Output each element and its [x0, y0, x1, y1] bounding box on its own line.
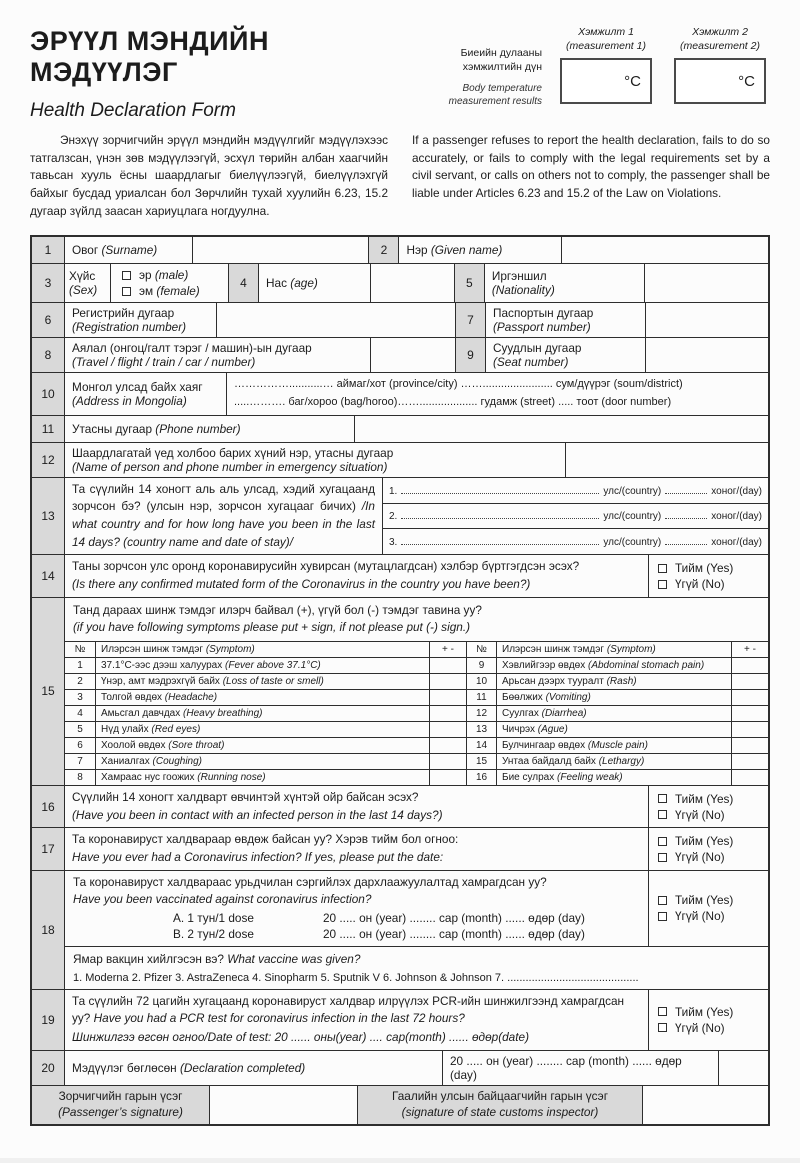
- row-vaccination: [32, 870, 768, 989]
- vaccination-yesno: [648, 871, 768, 946]
- symptom-row: [65, 737, 768, 753]
- vaccination-question-mn: Та коронавируст халдвараас урьдчилан сэргийлэх дархлаажуулалтад хамрагдсан уу?: [73, 874, 547, 889]
- nationality-label-mn: Иргэншил: [491, 269, 547, 284]
- pcr-test-no-option[interactable]: [649, 1020, 768, 1036]
- row-8-number: 8: [32, 338, 64, 372]
- vaccine-type-question-mn: Ямар вакцин хийлгэсэн вэ?: [73, 952, 224, 967]
- declaration-completed-label-mn: Мэдүүлэг бөглөсөн: [72, 1060, 177, 1075]
- symptom-2-num: 2: [77, 675, 83, 687]
- age-label-en: (age): [290, 276, 318, 291]
- symptom-10-sign-input[interactable]: [731, 674, 768, 689]
- surname-label-mn: Овог: [72, 243, 99, 258]
- vaccine-type-question: [73, 951, 760, 969]
- emergency-contact-label-en: (Name of person and phone number in emergency situation): [72, 459, 388, 474]
- surname-label: [64, 237, 192, 263]
- no-label: Үгүй (No): [675, 909, 725, 924]
- nationality-label-en: (Nationality): [491, 283, 555, 298]
- no-checkbox[interactable]: [658, 810, 667, 819]
- row-sex-age-nationality: [32, 263, 768, 302]
- row-countries-visited: [32, 477, 768, 555]
- row-3-number: 3: [32, 264, 64, 302]
- measurement-2-caption-en: (measurement 2): [680, 39, 760, 52]
- given-name-label-en: (Given name): [430, 243, 503, 258]
- symptom-5-num: 5: [77, 723, 83, 735]
- symptom-14-num: 14: [466, 738, 496, 753]
- given-name-input[interactable]: [561, 237, 768, 263]
- yes-checkbox[interactable]: [658, 794, 667, 803]
- symptom-15-num: 15: [466, 754, 496, 769]
- symptom-5-label: Нүд улайх (Red eyes): [95, 722, 429, 737]
- symptoms-section: [64, 598, 768, 785]
- previous-infection-no-option[interactable]: [649, 849, 768, 865]
- vaccination-question: [65, 871, 648, 946]
- measurement-2: [670, 26, 770, 104]
- row-declaration-date: [32, 1050, 768, 1085]
- contact-infected-yes-option[interactable]: [649, 791, 768, 807]
- symptom-13-label: Чичрэх (Ague): [496, 722, 731, 737]
- mutated-form-question-mn: Таны зорчсон улс оронд коронавирусийн хувирсан (мутацлагдсан) хэлбэр бүртгэгдсэн эсэх?: [72, 559, 580, 574]
- temperature-section: [424, 26, 770, 108]
- country-entry-1-country-label: улс/(country): [603, 485, 662, 497]
- vaccination-question-block: [65, 871, 768, 946]
- address-line-1[interactable]: ……………...........… аймаг/хот (province/city) ……....................... сум/дүүрэг (soum/district): [234, 378, 683, 391]
- country-entry-1-num: 1.: [389, 485, 398, 497]
- temperature-labels: [424, 46, 542, 108]
- symptom-3-label: Толгой өвдөх (Headache): [95, 690, 429, 705]
- intro-paragraph-en: If a passenger refuses to report the health declaration, fails to do so accurately, or fails to comply with the legal requirements set by a civil servant, or calls on others not to comply, the passenger shall be liable under Articles 6.23 and 15.2 of the Law on Violations.: [412, 133, 770, 201]
- age-label-mn: Нас: [266, 276, 287, 291]
- symptom-col-num-right: №: [466, 642, 496, 657]
- contact-infected-question-en: (Have you been in contact with an infected person in the last 14 days?): [72, 807, 443, 822]
- symptom-7-sign-input[interactable]: [429, 754, 466, 769]
- pcr-test-question-text: [72, 993, 641, 1028]
- mutated-form-yesno: [648, 555, 768, 596]
- celsius-unit-2: °C: [738, 72, 755, 90]
- dose-1-line[interactable]: [73, 911, 640, 925]
- symptom-10-label: Арьсан дээрх тууралт (Rash): [496, 674, 731, 689]
- symptom-12-num: 12: [466, 706, 496, 721]
- symptom-col-num-left: №: [74, 643, 86, 655]
- symptom-row: [65, 705, 768, 721]
- no-label: Үгүй (No): [675, 1020, 725, 1035]
- registration-number-label-en: (Registration number): [72, 320, 187, 335]
- intro-section: [30, 132, 770, 220]
- symptom-1-sign-input[interactable]: [429, 658, 466, 673]
- temperature-label-en: Body temperature measurement results: [448, 83, 542, 108]
- symptom-3-sign-input[interactable]: [429, 690, 466, 705]
- address-label-en: (Address in Mongolia): [72, 394, 187, 409]
- travel-number-label-en: (Travel / flight / train / car / number): [72, 355, 256, 370]
- symptom-11-label: Бөөлжих (Vomiting): [496, 690, 731, 705]
- contact-infected-question-mn: Сүүлийн 14 хоногт халдварт өвчинтэй хүнтэй ойр байсан эсэх?: [72, 789, 419, 804]
- passenger-signature-label-en: (Passenger’s signature): [58, 1104, 183, 1119]
- sex-label: [64, 264, 110, 302]
- emergency-contact-label: [64, 443, 565, 477]
- no-label: Үгүй (No): [675, 850, 725, 864]
- symptom-15-label: Унтаа байдалд байх (Lethargy): [496, 754, 731, 769]
- measurement-1-caption-en: (measurement 1): [566, 39, 646, 52]
- symptom-6-sign-input[interactable]: [429, 738, 466, 753]
- phone-number-label: [64, 416, 354, 442]
- symptom-7-label: Ханиалгах (Coughing): [95, 754, 429, 769]
- row-2-number: 2: [368, 237, 398, 263]
- measurement-2-caption-mn: Хэмжилт 2: [692, 26, 748, 38]
- pcr-test-yes-option[interactable]: [649, 1004, 768, 1020]
- yes-checkbox[interactable]: [658, 1007, 667, 1016]
- seat-number-input[interactable]: [645, 338, 768, 372]
- row-14-number: 14: [32, 555, 64, 596]
- celsius-unit-1: °C: [624, 72, 641, 90]
- symptom-col-label-right: Илэрсэн шинж тэмдэг (Symptom): [496, 642, 731, 657]
- symptom-15-sign-input[interactable]: [731, 754, 768, 769]
- vaccine-options-list[interactable]: 1. Moderna 2. Pfizer 3. AstraZeneca 4. Sinopharm 5. Sputnik V 6. Johnson & Johnson 7. ...........................................: [73, 971, 639, 984]
- inspector-signature-input[interactable]: [642, 1086, 768, 1124]
- symptom-9-label: Хэвлийгээр өвдөх (Abdominal stomach pain): [496, 658, 731, 673]
- row-registration-passport: [32, 302, 768, 337]
- dose-1-label: A. 1 тун/1 dose: [173, 911, 254, 926]
- symptom-col-label-left: Илэрсэн шинж тэмдэг (Symptom): [95, 642, 429, 657]
- symptom-8-num: 8: [77, 771, 83, 783]
- row-13-number: 13: [32, 478, 64, 555]
- nationality-label: [484, 264, 644, 302]
- yes-checkbox[interactable]: [658, 564, 667, 573]
- age-input[interactable]: [370, 264, 454, 302]
- emergency-contact-input[interactable]: [565, 443, 768, 477]
- symptom-16-num: 16: [466, 770, 496, 785]
- countries-visited-label: [64, 478, 382, 555]
- country-entry-3-day-label: хоног/(day): [711, 537, 762, 549]
- vaccine-type-block: [65, 946, 768, 989]
- symptom-14-label: Булчингаар өвдөх (Muscle pain): [496, 738, 731, 753]
- sex-label-en: (Sex): [69, 283, 98, 298]
- symptoms-preamble: [65, 598, 768, 641]
- no-checkbox[interactable]: [658, 912, 667, 921]
- yes-label: Тийм (Yes): [675, 1004, 734, 1019]
- row-11-number: 11: [32, 416, 64, 442]
- symptom-9-num: 9: [466, 658, 496, 673]
- previous-infection-yesno: [648, 828, 768, 869]
- row-12-number: 12: [32, 443, 64, 477]
- symptom-14-sign-input[interactable]: [731, 738, 768, 753]
- contact-infected-no-option[interactable]: [649, 807, 768, 823]
- pcr-test-yesno: [648, 990, 768, 1050]
- row-pcr-test: [32, 989, 768, 1050]
- symptom-2-label: Үнэр, амт мэдрэхгүй байх (Loss of taste or smell): [95, 674, 429, 689]
- symptom-11-sign-input[interactable]: [731, 690, 768, 705]
- previous-infection-question: [64, 828, 648, 869]
- symptom-row: [65, 753, 768, 769]
- symptom-3-num: 3: [77, 691, 83, 703]
- passenger-signature-input[interactable]: [209, 1086, 357, 1124]
- symptom-6-num: 6: [77, 739, 83, 751]
- symptom-row: [65, 721, 768, 737]
- row-17-number: 17: [32, 828, 64, 869]
- row-18-number: 18: [32, 871, 64, 989]
- symptom-10-num: 10: [466, 674, 496, 689]
- declaration-date-spare-cell[interactable]: [718, 1051, 768, 1085]
- sex-option-male[interactable]: [113, 267, 226, 283]
- row-6-number: 6: [32, 303, 64, 337]
- measurement-1: [556, 26, 656, 104]
- phone-number-label-en: (Phone number): [155, 421, 241, 436]
- contact-infected-yesno: [648, 786, 768, 827]
- form-title-mn: ЭРҮҮЛ МЭНДИЙН МЭДҮҮЛЭГ: [30, 26, 269, 87]
- row-signatures: [32, 1085, 768, 1124]
- yes-label: Тийм (Yes): [675, 834, 734, 848]
- pcr-test-question-mn: Та сүүлийн 72 цагийн хугацаанд коронавируст халдвар илрүүлэх PCR-ийн шинжилгээнд хамрагдсан уу?: [72, 993, 625, 1026]
- phone-number-input[interactable]: [354, 416, 768, 442]
- symptom-5-sign-input[interactable]: [429, 722, 466, 737]
- declaration-completed-label: [64, 1051, 442, 1085]
- vaccination-no-option[interactable]: [649, 908, 768, 924]
- passenger-signature-label-mn: Зорчигчийн гарын үсэг: [58, 1088, 183, 1103]
- country-entry-1-day-dots[interactable]: [665, 493, 707, 494]
- inspector-signature-label-en: (signature of state customs inspector): [401, 1104, 599, 1119]
- yes-label: Тийм (Yes): [675, 561, 734, 576]
- row-contact-infected: [32, 785, 768, 827]
- travel-number-label: [64, 338, 370, 372]
- passenger-signature-label: [32, 1086, 209, 1124]
- country-entry-3-num: 3.: [389, 537, 398, 549]
- registration-number-label: [64, 303, 216, 337]
- travel-number-label-mn: Аялал (онгоц/галт тэрэг / машин)-ын дугаар: [72, 341, 312, 356]
- countries-visited-entries: [382, 478, 768, 555]
- seat-number-label-en: (Seat number): [493, 355, 569, 370]
- given-name-label-mn: Нэр: [406, 243, 428, 258]
- no-checkbox[interactable]: [658, 580, 667, 589]
- travel-number-input[interactable]: [370, 338, 455, 372]
- no-checkbox[interactable]: [658, 1023, 667, 1032]
- yes-checkbox[interactable]: [658, 896, 667, 905]
- country-entry-2-num: 2.: [389, 511, 398, 523]
- registration-number-input[interactable]: [216, 303, 455, 337]
- passport-number-label-mn: Паспортын дугаар: [493, 306, 594, 321]
- row-7-number: 7: [455, 303, 485, 337]
- no-label: Үгүй (No): [675, 807, 725, 822]
- symptom-1-label: 37.1°C-ээс дээш халуурах (Fever above 37.1°C): [95, 658, 429, 673]
- symptom-16-label: Бие сулрах (Feeling weak): [496, 770, 731, 785]
- row-phone: [32, 415, 768, 442]
- countries-visited-label-mn: Та сүүлийн 14 хоногт аль аль улсад, хэдий хугацаанд зорчсон бэ? (улсын нэр, зорчсон хугацааг бичих): [72, 481, 375, 514]
- country-entry-3-dots[interactable]: [401, 544, 599, 545]
- vaccination-question-en: Have you been vaccinated against coronavirus infection?: [73, 892, 372, 907]
- page-bottom-edge: [0, 1158, 800, 1163]
- dose-2-line[interactable]: [73, 927, 640, 941]
- inspector-signature-label-mn: Гаалийн улсын байцаагчийн гарын үсэг: [391, 1088, 609, 1103]
- title-block: [30, 26, 424, 122]
- temperature-label-mn: Биеийн дулааны хэмжилтийн дүн: [460, 47, 542, 74]
- mutated-form-no-option[interactable]: [649, 576, 768, 592]
- form-header: [30, 26, 770, 122]
- dose-1-date-input[interactable]: 20 ..... он (year) ........ сар (month) ...... өдөр (day): [323, 911, 585, 926]
- sex-options: [110, 264, 228, 302]
- nationality-input[interactable]: [644, 264, 768, 302]
- row-surname-givenname: [32, 237, 768, 263]
- symptom-7-num: 7: [77, 755, 83, 767]
- symptom-11-num: 11: [466, 690, 496, 705]
- symptom-12-sign-input[interactable]: [731, 706, 768, 721]
- country-entry-3[interactable]: [383, 528, 768, 554]
- vaccination-yes-option[interactable]: [649, 892, 768, 908]
- sex-label-mn: Хүйс: [69, 269, 96, 284]
- row-symptoms: [32, 597, 768, 785]
- symptom-row: [65, 673, 768, 689]
- country-entry-2-day-label: хоног/(day): [711, 511, 762, 523]
- previous-infection-question-mn: Та коронавируст халдвараар өвдөж байсан уу? Хэрэв тийм бол огноо:: [72, 832, 459, 847]
- symptom-row: [65, 769, 768, 785]
- symptom-13-num: 13: [466, 722, 496, 737]
- registration-number-label-mn: Регистрийн дугаар: [72, 306, 175, 321]
- country-entry-2-dots[interactable]: [401, 518, 599, 519]
- sex-option-female[interactable]: [113, 283, 226, 299]
- symptom-6-label: Хоолой өвдөх (Sore throat): [95, 738, 429, 753]
- form-title-en: Health Declaration Form: [30, 100, 236, 121]
- row-4-number: 4: [228, 264, 258, 302]
- mutated-form-question: [64, 555, 648, 596]
- symptom-8-label: Хамраас нус гоожих (Running nose): [95, 770, 429, 785]
- measurement-1-caption-mn: Хэмжилт 1: [578, 26, 634, 38]
- country-entry-2-day-dots[interactable]: [665, 518, 707, 519]
- seat-number-label-mn: Суудлын дугаар: [493, 341, 582, 356]
- dose-2-label: B. 2 тун/2 dose: [173, 927, 254, 942]
- surname-label-en: (Surname): [101, 243, 158, 258]
- address-line-2[interactable]: .....………. баг/хороо (bag/horoo)……................... гудамж (street) ..... тоот (door number): [234, 396, 672, 409]
- mutated-form-question-en: (Is there any confirmed mutated form of the Coronavirus in the country you have been?): [72, 577, 531, 592]
- mutated-form-yes-option[interactable]: [649, 560, 768, 576]
- symptoms-header-row: [65, 642, 768, 657]
- symptom-col-sign-right: + -: [731, 642, 768, 657]
- passport-number-label: [485, 303, 645, 337]
- vaccination-section: [64, 871, 768, 989]
- symptom-9-sign-input[interactable]: [731, 658, 768, 673]
- pcr-test-question-en: Have you had a PCR test for coronavirus infection in the last 72 hours?: [93, 1011, 465, 1026]
- row-20-number: 20: [32, 1051, 64, 1085]
- address-input-area[interactable]: [226, 373, 768, 414]
- row-previous-infection: [32, 827, 768, 869]
- row-9-number: 9: [455, 338, 485, 372]
- row-address: [32, 372, 768, 414]
- country-entry-1[interactable]: [383, 478, 768, 503]
- country-entry-2-country-label: улс/(country): [603, 511, 662, 523]
- intro-paragraph-mn: Энэхүү зорчигчийн эрүүл мэндийн мэдүүлгийг мэдүүлэхээс татгалзсан, үнэн зөв мэдүүлээгүй, эсхүл төрийн албан хаагчийн тавьсан хууль ёсны шаардлагыг биелүүлээгүй, биелүүлэхгүй байхыг бусдад уриалсан бол Зөрчлийн тухай хуулийн 6.23, 15.2 дугаар зүйлд заасан хариуцлага ногдуулна.: [30, 133, 388, 218]
- symptom-row: [65, 657, 768, 673]
- passport-number-input[interactable]: [645, 303, 768, 337]
- symptoms-preamble-mn: Танд дараах шинж тэмдэг илэрч байвал (+), үгүй бол (-) тэмдэг тавина уу?: [73, 602, 482, 617]
- row-16-number: 16: [32, 786, 64, 827]
- symptom-4-sign-input[interactable]: [429, 706, 466, 721]
- no-checkbox[interactable]: [658, 853, 667, 862]
- temperature-input-1[interactable]: [560, 58, 652, 104]
- symptom-1-num: 1: [77, 659, 83, 671]
- symptom-4-num: 4: [77, 707, 83, 719]
- country-entry-1-dots[interactable]: [401, 493, 599, 494]
- country-entry-3-country-label: улс/(country): [603, 537, 662, 549]
- row-10-number: 10: [32, 373, 64, 414]
- male-label: эр (male): [139, 268, 189, 283]
- symptom-2-sign-input[interactable]: [429, 674, 466, 689]
- age-label: [258, 264, 370, 302]
- symptom-col-sign-left: + -: [429, 642, 466, 657]
- symptom-4-label: Амьсгал давчдах (Heavy breathing): [95, 706, 429, 721]
- symptoms-table: [65, 641, 768, 785]
- declaration-completed-label-en: (Declaration completed): [179, 1060, 306, 1075]
- row-emergency-contact: [32, 442, 768, 477]
- dose-2-date-input[interactable]: 20 ..... он (year) ........ сар (month) ...... өдөр (day): [323, 927, 585, 942]
- temperature-input-2[interactable]: [674, 58, 766, 104]
- surname-input[interactable]: [192, 237, 368, 263]
- row-1-number: 1: [32, 237, 64, 263]
- symptom-12-label: Суулгах (Diarrhea): [496, 706, 731, 721]
- declaration-table: [30, 235, 770, 1125]
- symptom-16-sign-input[interactable]: [731, 770, 768, 785]
- previous-infection-yes-option[interactable]: [649, 833, 768, 849]
- contact-infected-question: [64, 786, 648, 827]
- yes-checkbox[interactable]: [658, 837, 667, 846]
- country-entry-3-day-dots[interactable]: [665, 544, 707, 545]
- female-label: эм (female): [139, 284, 200, 299]
- symptom-13-sign-input[interactable]: [731, 722, 768, 737]
- countries-visited-label-en: /In what country and for how long have you been in the last 14 days? (country name and date of stay)/: [72, 499, 375, 549]
- pcr-test-question: [64, 990, 648, 1050]
- yes-label: Тийм (Yes): [675, 791, 734, 806]
- given-name-label: [398, 237, 561, 263]
- previous-infection-question-en: Have you ever had a Coronavirus infection? If yes, please put the date:: [72, 850, 444, 864]
- emergency-contact-label-mn: Шаардлагатай үед холбоо барих хүний нэр, утасны дугаар: [72, 445, 394, 460]
- male-checkbox[interactable]: [122, 271, 131, 280]
- seat-number-label: [485, 338, 645, 372]
- inspector-signature-label: [357, 1086, 642, 1124]
- declaration-date-input[interactable]: 20 ..... он (year) ........ сар (month) ...... өдөр (day): [442, 1051, 718, 1085]
- symptoms-preamble-en: (if you have following symptoms please put + sign, if not please put (-) sign.): [73, 619, 471, 634]
- country-entry-1-day-label: хоног/(day): [711, 485, 762, 497]
- row-travel-seat: [32, 337, 768, 372]
- row-19-number: 19: [32, 990, 64, 1050]
- phone-number-label-mn: Утасны дугаар: [72, 421, 153, 436]
- country-entry-2[interactable]: [383, 503, 768, 529]
- measurement-2-caption: [670, 26, 770, 53]
- address-label-mn: Монгол улсад байх хаяг: [72, 380, 203, 395]
- no-label: Үгүй (No): [675, 577, 725, 592]
- passport-number-label-en: (Passport number): [493, 320, 591, 335]
- row-15-number: 15: [32, 598, 64, 785]
- address-label: [64, 373, 226, 414]
- symptom-row: [65, 689, 768, 705]
- female-checkbox[interactable]: [122, 287, 131, 296]
- yes-label: Тийм (Yes): [675, 893, 734, 908]
- vaccine-type-question-en: What vaccine was given?: [227, 952, 361, 967]
- pcr-test-date-input[interactable]: Шинжилгээ өгсөн огноо/Date of test: 20 ...... оны(year) .... сар(month) ...... өдөр(date): [72, 1030, 530, 1045]
- measurement-1-caption: [556, 26, 656, 53]
- row-5-number: 5: [454, 264, 484, 302]
- symptom-8-sign-input[interactable]: [429, 770, 466, 785]
- row-mutated-form: [32, 554, 768, 596]
